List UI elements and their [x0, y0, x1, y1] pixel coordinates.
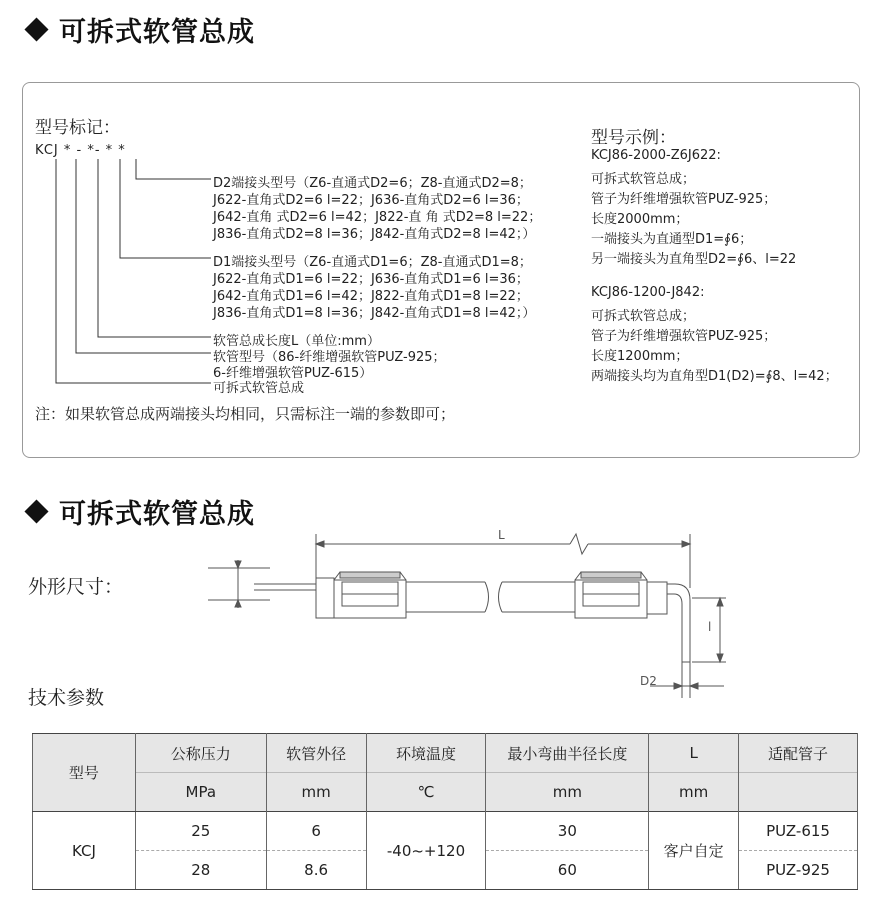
model-mark-heading: 型号标记：	[35, 118, 120, 138]
hose-line: 软管型号（86-纤维增强软管PUZ-925；	[213, 350, 446, 365]
dim-L-label: L	[498, 528, 505, 542]
model-cell: KCJ	[33, 812, 136, 890]
radius-cell: 60	[486, 851, 649, 890]
length-label: 软管总成长度L（单位:mm）	[213, 334, 380, 349]
unit-cell: ℃	[366, 773, 486, 812]
example-line: 管子为纤维增强软管PUZ-925；	[591, 192, 777, 207]
pressure-cell: 28	[135, 851, 266, 890]
header-cell: 适配管子	[739, 734, 858, 773]
example-line: 一端接头为直通型D1=∮6；	[591, 232, 753, 247]
outline-dimension-label: 外形尺寸：	[28, 576, 124, 598]
spec-table	[32, 733, 858, 890]
model-code: KCJ * - *- * *	[35, 143, 126, 158]
example-line: 另一端接头为直角型D2=∮6、l=22	[591, 252, 797, 267]
diameter-cell: 6	[266, 812, 366, 851]
header-cell: 最小弯曲半径长度	[486, 734, 649, 773]
header-cell: 公称压力	[135, 734, 266, 773]
d2-line: J836-直角式D2=8 l=36；J842-直角式D2=8 l=42；）	[213, 227, 536, 242]
section-title-text: 可拆式软管总成	[59, 17, 255, 48]
unit-cell: MPa	[135, 773, 266, 812]
d1-line: J622-直角式D1=6 l=22；J636-直角式D1=6 l=36；	[213, 272, 529, 287]
diameter-cell: 8.6	[266, 851, 366, 890]
diamond-bullet-icon	[24, 17, 48, 41]
unit-cell: mm	[649, 773, 739, 812]
example-line: 两端接头均为直角型D1(D2)=∮8、l=42；	[591, 369, 838, 384]
temperature-cell: -40~+120	[366, 812, 486, 890]
hose-drawing	[200, 520, 760, 700]
section-title-2-text: 可拆式软管总成	[59, 499, 255, 530]
header-cell: L	[649, 734, 739, 773]
pipe-cell: PUZ-925	[739, 851, 858, 890]
tech-params-label: 技术参数	[28, 687, 105, 709]
d2-line: J642-直角 式D2=6 l=42；J822-直 角 式D2=8 l=22；	[213, 210, 542, 225]
table-row	[33, 812, 858, 851]
header-cell: 环境温度	[366, 734, 486, 773]
example-heading: 型号示例：	[591, 128, 676, 148]
length-cell: 客户自定	[649, 812, 739, 890]
diamond-bullet-icon	[24, 499, 48, 523]
example-line: KCJ86-2000-Z6J622:	[591, 148, 721, 163]
pressure-cell: 25	[135, 812, 266, 851]
section-title	[28, 10, 255, 49]
d1-line: D1端接头型号（Z6-直通式D1=6；Z8-直通式D1=8；	[213, 255, 532, 270]
dim-D2-label: D2	[640, 674, 657, 688]
example-line: 可拆式软管总成；	[591, 172, 696, 187]
header-cell: 软管外径	[266, 734, 366, 773]
d1-line: J836-直角式D1=8 l=36；J842-直角式D1=8 l=42；）	[213, 306, 536, 321]
unit-cell	[739, 773, 858, 812]
model-header: 型号	[33, 734, 136, 812]
example-line: 可拆式软管总成；	[591, 309, 696, 324]
note-text: 注：如果软管总成两端接头均相同，只需标注一端的参数即可；	[35, 405, 456, 423]
d2-line: D2端接头型号（Z6-直通式D2=6；Z8-直通式D2=8；	[213, 176, 532, 191]
pipe-cell: PUZ-615	[739, 812, 858, 851]
radius-cell: 30	[486, 812, 649, 851]
hose-line: 6-纤维增强软管PUZ-615）	[213, 366, 373, 381]
table-header-row	[33, 734, 858, 773]
assembly-label: 可拆式软管总成	[213, 381, 305, 396]
d2-line: J622-直角式D2=6 l=22；J636-直角式D2=6 l=36；	[213, 193, 529, 208]
unit-cell: mm	[266, 773, 366, 812]
model-mark-panel	[22, 82, 860, 458]
unit-cell: mm	[486, 773, 649, 812]
example-line: 长度1200mm；	[591, 349, 689, 364]
example-line: 管子为纤维增强软管PUZ-925；	[591, 329, 777, 344]
table-unit-row	[33, 773, 858, 812]
example-line: KCJ86-1200-J842:	[591, 285, 705, 300]
dim-l-label: l	[708, 620, 712, 634]
d1-line: J642-直角式D1=6 l=42；J822-直角式D1=8 l=22；	[213, 289, 529, 304]
example-line: 长度2000mm；	[591, 212, 689, 227]
